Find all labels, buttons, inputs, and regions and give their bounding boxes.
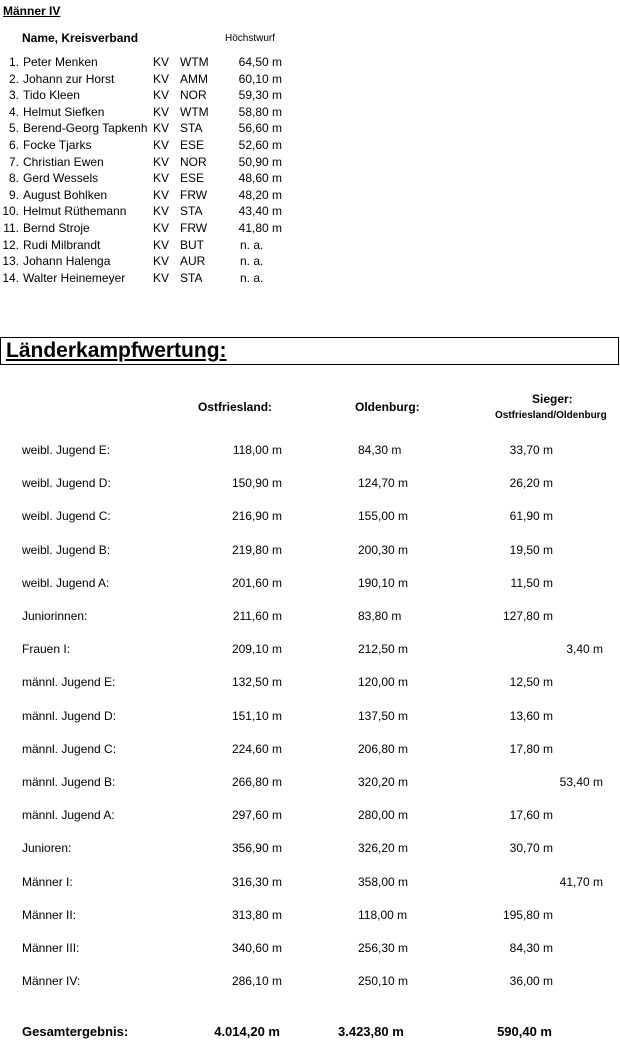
- result-rank: 4.: [8, 104, 19, 119]
- row-ostfriesland: 211,60 m: [232, 609, 282, 623]
- result-rank: 8.: [8, 171, 19, 186]
- row-ostfriesland: 356,90 m: [231, 841, 282, 856]
- result-club: ESE: [180, 138, 205, 152]
- row-difference: 30,70 m: [509, 841, 553, 856]
- row-label: Männer I:: [22, 874, 73, 889]
- result-kv: KV: [153, 88, 170, 103]
- result-kv: KV: [153, 254, 170, 269]
- row-label: weibl. Jugend A:: [22, 575, 110, 590]
- result-club: ESE: [180, 171, 205, 186]
- results-header-max: Höchstwurf: [225, 33, 276, 44]
- result-mark: 48,60 m: [238, 171, 282, 186]
- result-name: Johann Halenga: [23, 254, 111, 269]
- result-kv: KV: [153, 55, 170, 69]
- comparison-row: [0, 742, 620, 760]
- result-name: Berend-Georg Tapkenh: [23, 121, 148, 136]
- row-difference: 19,50 m: [509, 542, 553, 557]
- result-name: Peter Menken: [23, 55, 98, 69]
- row-ostfriesland: 340,60 m: [231, 941, 282, 955]
- result-row: [0, 155, 300, 171]
- result-rank: 7.: [8, 154, 19, 169]
- row-ostfriesland: 266,80 m: [231, 775, 282, 789]
- result-name: Rudi Milbrandt: [23, 237, 101, 252]
- row-ostfriesland: 224,60 m: [231, 741, 282, 756]
- result-kv: KV: [153, 71, 170, 86]
- result-mark: n. a.: [240, 254, 264, 269]
- row-oldenburg: 212,50 m: [358, 642, 409, 657]
- result-club: WTM: [180, 104, 209, 119]
- row-difference: 53,40 m: [559, 775, 603, 789]
- result-row: [0, 55, 300, 71]
- result-club: WTM: [180, 55, 209, 69]
- comparison-row: [0, 576, 620, 594]
- comparison-row: [0, 875, 620, 893]
- row-oldenburg: 190,10 m: [358, 575, 409, 590]
- result-club: NOR: [180, 88, 207, 103]
- result-mark: 64,50 m: [238, 55, 282, 69]
- row-label: Juniorinnen:: [22, 609, 88, 623]
- row-ostfriesland: 286,10 m: [231, 974, 282, 989]
- row-oldenburg: 358,00 m: [358, 874, 409, 889]
- row-label: Männer III:: [22, 941, 80, 955]
- comparison-row: [0, 808, 620, 826]
- row-difference: 41,70 m: [559, 874, 603, 889]
- row-oldenburg: 200,30 m: [358, 542, 409, 557]
- row-difference: 17,80 m: [509, 741, 553, 756]
- result-mark: 58,80 m: [238, 104, 282, 119]
- result-club: STA: [180, 270, 203, 285]
- result-kv: KV: [153, 104, 170, 119]
- result-row: [0, 105, 300, 121]
- row-label: Junioren:: [22, 841, 72, 856]
- row-ostfriesland: 297,60 m: [231, 808, 282, 823]
- row-label: weibl. Jugend C:: [22, 509, 111, 524]
- row-ostfriesland: 316,30 m: [231, 874, 282, 889]
- result-mark: 56,60 m: [238, 121, 282, 136]
- result-rank: 14.: [2, 270, 19, 285]
- row-label: Frauen I:: [22, 642, 71, 657]
- result-row: [0, 221, 300, 237]
- result-club: AUR: [180, 254, 206, 269]
- row-label: Männer IV:: [22, 974, 81, 989]
- result-mark: 50,90 m: [238, 154, 282, 169]
- result-rank: 10.: [2, 204, 19, 219]
- comparison-row: [0, 609, 620, 627]
- comparison-row: [0, 543, 620, 561]
- row-oldenburg: 84,30 m: [358, 443, 402, 457]
- result-kv: KV: [153, 121, 170, 136]
- result-mark: 60,10 m: [238, 71, 282, 86]
- result-club: NOR: [180, 154, 207, 169]
- result-rank: 12.: [2, 237, 19, 252]
- result-rank: 13.: [2, 254, 19, 269]
- row-ostfriesland: 132,50 m: [231, 675, 282, 690]
- row-oldenburg: 326,20 m: [358, 841, 409, 856]
- result-row: [0, 88, 300, 104]
- result-mark: 52,60 m: [238, 138, 282, 152]
- result-rank: 9.: [8, 187, 19, 202]
- row-oldenburg: 250,10 m: [358, 974, 409, 989]
- result-kv: KV: [153, 204, 170, 219]
- result-kv: KV: [153, 171, 170, 186]
- column-header-sieger: Sieger:: [532, 392, 573, 406]
- column-header-ostfriesland: Ostfriesland:: [198, 400, 273, 414]
- row-label: männl. Jugend E:: [22, 675, 116, 690]
- result-rank: 5.: [8, 121, 19, 136]
- result-name: Helmut Siefken: [23, 104, 105, 119]
- row-difference: 17,60 m: [509, 808, 553, 823]
- row-label: männl. Jugend C:: [22, 741, 117, 756]
- row-difference: 84,30 m: [509, 941, 553, 955]
- row-oldenburg: 256,30 m: [358, 941, 409, 955]
- comparison-row: [0, 941, 620, 959]
- row-label: weibl. Jugend B:: [22, 542, 111, 557]
- result-name: Bernd Stroje: [23, 221, 90, 235]
- result-kv: KV: [153, 138, 170, 152]
- row-oldenburg: 120,00 m: [358, 675, 409, 690]
- result-club: FRW: [180, 221, 208, 235]
- result-kv: KV: [153, 270, 170, 285]
- row-oldenburg: 320,20 m: [358, 775, 409, 789]
- row-ostfriesland: 150,90 m: [231, 476, 282, 491]
- total-row: [0, 1024, 620, 1042]
- column-header-oldenburg: Oldenburg:: [355, 400, 420, 414]
- row-oldenburg: 206,80 m: [358, 741, 409, 756]
- section-title: Länderkampfwertung:: [6, 339, 227, 362]
- result-mark: 43,40 m: [238, 204, 282, 219]
- row-ostfriesland: 201,60 m: [231, 575, 282, 590]
- row-oldenburg: 137,50 m: [358, 708, 409, 723]
- result-row: [0, 204, 300, 220]
- column-header-sieger-sub: Ostfriesland/Oldenburg: [495, 410, 607, 421]
- result-row: [0, 121, 300, 137]
- result-name: Christian Ewen: [23, 154, 104, 169]
- total-ostfriesland: 4.014,20 m: [214, 1024, 280, 1039]
- row-difference: 127,80 m: [502, 609, 553, 623]
- row-oldenburg: 155,00 m: [358, 509, 409, 524]
- row-oldenburg: 124,70 m: [358, 476, 409, 491]
- row-label: weibl. Jugend E:: [22, 443, 111, 457]
- row-difference: 3,40 m: [566, 642, 603, 657]
- result-rank: 11.: [3, 221, 19, 235]
- result-mark: n. a.: [240, 237, 264, 252]
- result-mark: n. a.: [240, 270, 264, 285]
- result-kv: KV: [153, 187, 170, 202]
- result-name: August Bohlken: [23, 187, 108, 202]
- result-kv: KV: [153, 154, 170, 169]
- comparison-row: [0, 642, 620, 660]
- result-club: BUT: [180, 237, 204, 252]
- result-mark: 41,80 m: [238, 221, 282, 235]
- row-label: weibl. Jugend D:: [22, 476, 111, 491]
- result-club: AMM: [180, 71, 208, 86]
- section-header: [0, 337, 619, 365]
- row-difference: 11,50 m: [510, 575, 553, 590]
- total-difference: 590,40 m: [497, 1024, 552, 1039]
- comparison-row: [0, 709, 620, 727]
- result-club: STA: [180, 121, 203, 136]
- result-club: STA: [180, 204, 203, 219]
- row-label: Männer II:: [22, 907, 77, 922]
- row-difference: 13,60 m: [509, 708, 553, 723]
- row-oldenburg: 118,00 m: [358, 907, 408, 922]
- result-row: [0, 188, 300, 204]
- result-mark: 48,20 m: [238, 187, 282, 202]
- result-name: Johann zur Horst: [23, 71, 115, 86]
- row-difference: 33,70 m: [509, 443, 553, 457]
- result-name: Tido Kleen: [23, 88, 80, 103]
- row-difference: 26,20 m: [509, 476, 553, 491]
- result-row: [0, 271, 300, 287]
- result-name: Helmut Rüthemann: [23, 204, 127, 219]
- row-difference: 12,50 m: [509, 675, 553, 690]
- result-row: [0, 254, 300, 270]
- comparison-row: [0, 841, 620, 859]
- comparison-row: [0, 476, 620, 494]
- result-row: [0, 171, 300, 187]
- row-oldenburg: 280,00 m: [358, 808, 409, 823]
- result-rank: 1.: [8, 55, 19, 69]
- comparison-row: [0, 675, 620, 693]
- result-name: Gerd Wessels: [23, 171, 99, 186]
- result-row: [0, 238, 300, 254]
- row-difference: 195,80 m: [502, 907, 553, 922]
- row-oldenburg: 83,80 m: [358, 609, 402, 623]
- result-rank: 3.: [8, 88, 19, 103]
- result-rank: 2.: [8, 71, 19, 86]
- result-row: [0, 138, 300, 154]
- result-club: FRW: [180, 187, 208, 202]
- results-header-name: Name, Kreisverband: [22, 31, 139, 45]
- result-mark: 59,30 m: [238, 88, 282, 103]
- row-ostfriesland: 151,10 m: [231, 708, 282, 723]
- result-name: Focke Tjarks: [23, 138, 92, 152]
- result-row: [0, 72, 300, 88]
- comparison-row: [0, 509, 620, 527]
- row-ostfriesland: 313,80 m: [231, 907, 282, 922]
- comparison-row: [0, 908, 620, 926]
- comparison-row: [0, 974, 620, 992]
- result-name: Walter Heinemeyer: [23, 270, 126, 285]
- comparison-row: [0, 443, 620, 461]
- result-kv: KV: [153, 237, 170, 252]
- total-label: Gesamtergebnis:: [22, 1024, 129, 1039]
- total-oldenburg: 3.423,80 m: [338, 1024, 404, 1039]
- page-title: Männer IV: [3, 4, 61, 18]
- result-kv: KV: [153, 221, 170, 235]
- row-label: männl. Jugend B:: [22, 775, 116, 789]
- result-rank: 6.: [8, 138, 19, 152]
- row-ostfriesland: 118,00 m: [232, 443, 282, 457]
- row-label: männl. Jugend D:: [22, 708, 117, 723]
- row-difference: 36,00 m: [509, 974, 553, 989]
- row-ostfriesland: 216,90 m: [231, 509, 282, 524]
- row-difference: 61,90 m: [509, 509, 553, 524]
- row-ostfriesland: 219,80 m: [231, 542, 282, 557]
- row-label: männl. Jugend A:: [22, 808, 115, 823]
- comparison-row: [0, 775, 620, 793]
- row-ostfriesland: 209,10 m: [231, 642, 282, 657]
